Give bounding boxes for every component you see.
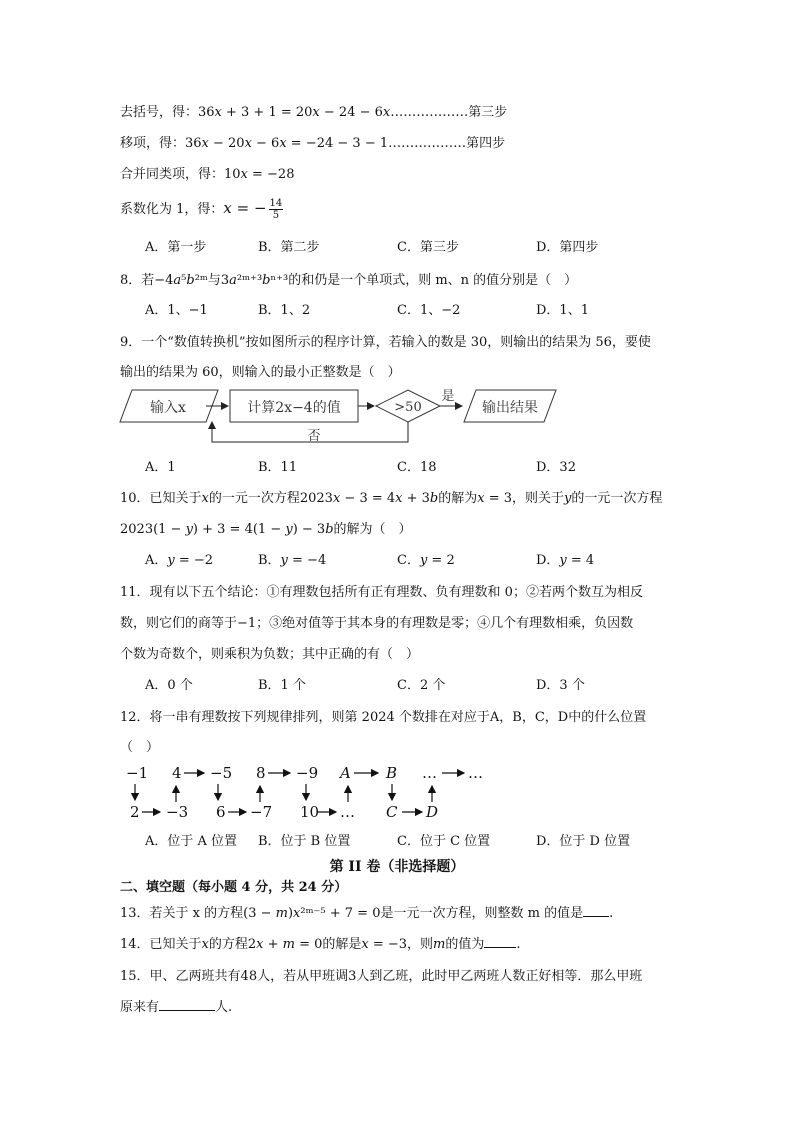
q12-stem-line2: （ ） [120, 740, 160, 755]
pattern-top-1: −1 [126, 764, 149, 782]
q11-stem-line2: 数，则它们的商等于−1；③绝对值等于其本身的有理数是零；④几个有理数相乘，负因数 [120, 616, 634, 631]
step-coefficient-lhs: 𝑥 = − [223, 199, 267, 217]
q15-line2-post: 人. [215, 1000, 233, 1015]
q13-line: 13．若关于 x 的方程(3 − 𝑚)𝑥²ᵐ⁻⁵ + 7 = 0是一元一次方程，则整数 m 的值是 . [120, 906, 614, 921]
step-coefficient-prefix: 系数化为 1，得： [120, 202, 224, 217]
q9-option-d[interactable]: D．32 [536, 460, 576, 475]
pattern-top-a: A [340, 764, 351, 782]
flow-decision-label: >50 [394, 400, 422, 415]
q14-answer-blank[interactable] [484, 947, 516, 948]
q10-option-a[interactable]: A．𝑦 = −2 [145, 553, 214, 568]
q13-answer-blank[interactable] [583, 916, 609, 917]
q11-stem-line1: 11．现有以下五个结论：①有理数包括所有正有理数、负有理数和 0；②若两个数互为相反 [120, 585, 643, 600]
q15-line2-pre: 原来有 [120, 1000, 160, 1015]
step-transpose: 移项，得：36𝑥 − 20𝑥 − 6𝑥 = −24 − 3 − 1………………第四步 [120, 136, 506, 151]
pattern-top-ellipsis1: … [422, 764, 437, 782]
q15-stem-line1: 15．甲、乙两班共有48人，若从甲班调3人到乙班，此时甲乙两班人数正好相等．那么甲班 [120, 969, 643, 984]
pattern-bottom-d: D [426, 803, 439, 821]
flow-output-label: 输出结果 [482, 400, 538, 416]
q12-option-d[interactable]: D．位于 D 位置 [536, 834, 631, 849]
pattern-bottom-4: −7 [250, 803, 273, 821]
part2-title: 第 II 卷（非选择题） [329, 859, 465, 875]
step-remove-brackets: 去括号，得：36𝑥 + 3 + 1 = 20𝑥 − 24 − 6𝑥………………第三步 [120, 105, 508, 120]
q10-option-c[interactable]: C．𝑦 = 2 [397, 553, 455, 568]
section-heading: 二、填空题（每小题 4 分，共 24 分） [120, 880, 348, 895]
q8-option-d[interactable]: D．1、1 [536, 303, 589, 318]
pattern-top-4: 8 [256, 764, 266, 782]
q8-option-b[interactable]: B．1、2 [258, 303, 311, 318]
q11-option-d[interactable]: D．3 个 [536, 678, 585, 693]
q14-line: 14．已知关于𝑥的方程2𝑥 + 𝑚 = 0的解是𝑥 = −3，则𝑚的值为 . [120, 937, 521, 952]
step-combine: 合并同类项，得：10𝑥 = −28 [120, 167, 295, 182]
q9-option-a[interactable]: A．1 [145, 460, 176, 475]
pattern-bottom-3: 6 [216, 803, 226, 821]
step-coefficient [120, 198, 283, 221]
q11-option-a[interactable]: A．0 个 [145, 678, 193, 693]
q7-option-c[interactable]: C．第三步 [397, 240, 459, 255]
q13-stem: 13．若关于 x 的方程(3 − 𝑚)𝑥²ᵐ⁻⁵ + 7 = 0是一元一次方程，则整数 m 的值是 [120, 906, 584, 921]
q8-option-a[interactable]: A．1、−1 [145, 303, 208, 318]
q7-option-b[interactable]: B．第二步 [258, 240, 320, 255]
pattern-top-b: B [386, 764, 398, 782]
q8-stem: 8．若−4𝑎⁵𝑏²ᵐ与3𝑎²ᵐ⁺³𝑏ⁿ⁺³的和仍是一个单项式，则 m、n 的值分别是（ ） [120, 273, 578, 288]
q9-stem-line2: 输出的结果为 60，则输入的最小正整数是（ ） [120, 365, 401, 380]
q10-stem-line1: 10．已知关于𝑥的一元一次方程2023𝑥 − 3 = 4𝑥 + 3𝑏的解为𝑥 = 3，则关于𝑦的一元一次方程 [120, 491, 663, 506]
q10-stem-line2: 2023(1 − 𝑦) + 3 = 4(1 − 𝑦) − 3𝑏的解为（ ） [120, 522, 412, 537]
pattern-bottom-5: 10 [300, 803, 320, 821]
fraction-numerator: 14 [269, 198, 283, 209]
q7-option-d[interactable]: D．第四步 [536, 240, 599, 255]
q12-option-b[interactable]: B．位于 B 位置 [258, 834, 351, 849]
q15-line2 [120, 999, 232, 1017]
flow-input-label: 输入x [150, 400, 186, 416]
q9-stem-line1: 9．一个“数值转换机”按如图所示的程序计算，若输入的数是 30，则输出的结果为 56，要使 [120, 335, 651, 350]
q12-stem-line1: 12．将一串有理数按下列规律排列，则第 2024 个数排在对应于A，B，C，D中的什么位置 [120, 710, 647, 725]
q14-stem: 14．已知关于𝑥的方程2𝑥 + 𝑚 = 0的解是𝑥 = −3，则𝑚的值为 [120, 937, 485, 952]
q7-option-a[interactable]: A．第一步 [145, 240, 207, 255]
pattern-bottom-c: C [386, 803, 398, 821]
q15-answer-blank[interactable] [159, 1010, 215, 1011]
pattern-bottom-2: −3 [166, 803, 189, 821]
flow-no-label: 否 [307, 429, 321, 444]
pattern-bottom-1: 2 [130, 803, 140, 821]
pattern-bottom-ellipsis: … [340, 803, 355, 821]
q9-flowchart [118, 384, 558, 450]
pattern-top-3: −5 [210, 764, 233, 782]
q9-option-b[interactable]: B．11 [258, 460, 298, 475]
q11-option-b[interactable]: B．1 个 [258, 678, 306, 693]
q10-option-d[interactable]: D．𝑦 = 4 [536, 553, 595, 568]
q9-option-c[interactable]: C．18 [397, 460, 437, 475]
q12-option-c[interactable]: C．位于 C 位置 [397, 834, 491, 849]
fraction [269, 198, 284, 221]
q10-option-b[interactable]: B．𝑦 = −4 [258, 553, 327, 568]
pattern-top-2: 4 [172, 764, 182, 782]
q11-stem-line3: 个数为奇数个，则乘积为负数；其中正确的有（ ） [120, 647, 420, 662]
pattern-top-ellipsis2: … [468, 764, 483, 782]
flow-yes-label: 是 [441, 389, 455, 404]
flow-compute-label: 计算2x−4的值 [247, 400, 341, 416]
fraction-denominator: 5 [272, 210, 280, 221]
q11-option-c[interactable]: C．2 个 [397, 678, 446, 693]
pattern-top-5: −9 [296, 764, 319, 782]
q12-pattern-diagram [118, 760, 508, 822]
q8-option-c[interactable]: C．1、−2 [397, 303, 461, 318]
q12-option-a[interactable]: A．位于 A 位置 [145, 834, 238, 849]
